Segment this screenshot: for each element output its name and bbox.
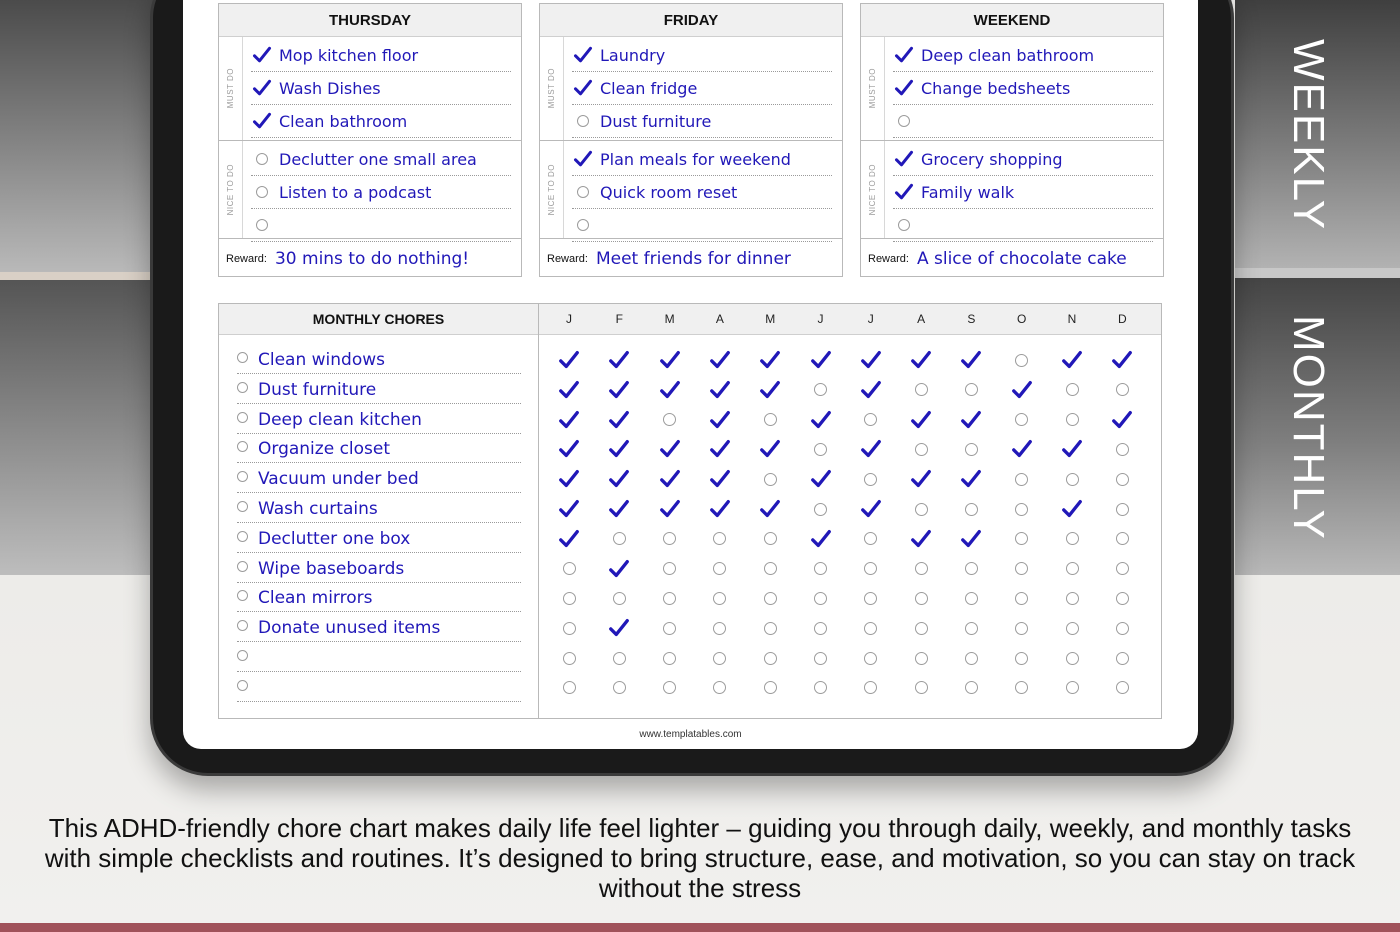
empty-checkbox-icon[interactable] [809,497,833,521]
empty-checkbox-icon[interactable] [909,378,933,402]
month-label: O [1017,312,1027,326]
chore-item[interactable] [237,612,521,642]
empty-checkbox-icon[interactable] [758,646,782,670]
empty-checkbox-icon[interactable] [1060,586,1084,610]
empty-checkbox-icon[interactable] [909,586,933,610]
chore-label: Wash curtains [258,499,378,519]
month-label: S [967,312,976,326]
checkmark-icon[interactable] [1060,437,1084,461]
nice-to-do-section [861,141,1163,239]
background-strip-left [0,272,155,280]
task-label: Clean fridge [600,78,698,98]
empty-checkbox-icon[interactable] [251,186,273,198]
empty-checkbox-icon[interactable] [237,650,248,661]
empty-checkbox-icon[interactable] [708,527,732,551]
side-label-weekly: WEEKLY [1284,38,1333,232]
checkmark-icon[interactable] [959,527,983,551]
month-label: J [867,312,874,326]
empty-checkbox-icon[interactable] [959,497,983,521]
day-title: THURSDAY [219,4,521,37]
empty-checkbox-icon[interactable] [893,115,915,127]
day-card-thursday [218,3,522,277]
month-label: M [765,312,776,326]
checkmark-icon[interactable] [708,467,732,491]
checkmark-icon[interactable] [658,348,682,372]
checkmark-icon[interactable] [1010,437,1034,461]
empty-checkbox-icon[interactable] [1110,646,1134,670]
empty-checkbox-icon[interactable] [237,471,248,482]
empty-checkbox-icon[interactable] [959,437,983,461]
empty-checkbox-icon[interactable] [1110,497,1134,521]
empty-checkbox-icon[interactable] [809,557,833,581]
empty-checkbox-icon[interactable] [1110,437,1134,461]
empty-checkbox-icon[interactable] [658,527,682,551]
task-item[interactable] [251,39,511,72]
reward-label: Reward: [868,252,909,265]
checkmark-icon[interactable] [909,527,933,551]
checkmark-icon[interactable] [251,111,273,131]
empty-checkbox-icon[interactable] [758,408,782,432]
checkmark-icon[interactable] [607,616,631,640]
task-label: Wash Dishes [279,78,381,98]
task-label: Clean bathroom [279,111,408,131]
checkmark-icon[interactable] [607,497,631,521]
chore-item[interactable] [237,404,521,434]
must-do-section [540,37,842,141]
empty-checkbox-icon[interactable] [1110,467,1134,491]
empty-checkbox-icon[interactable] [658,557,682,581]
reward-row [861,241,1163,276]
checkmark-icon[interactable] [809,348,833,372]
empty-checkbox-icon[interactable] [959,586,983,610]
empty-checkbox-icon[interactable] [557,557,581,581]
month-label: A [917,312,926,326]
checkmark-icon[interactable] [708,348,732,372]
empty-checkbox-icon[interactable] [1060,467,1084,491]
task-label: Dust furniture [600,111,712,131]
checkmark-icon[interactable] [959,408,983,432]
empty-checkbox-icon[interactable] [572,115,594,127]
checkmark-icon[interactable] [909,408,933,432]
empty-checkbox-icon[interactable] [237,620,248,631]
empty-checkbox-icon[interactable] [1060,557,1084,581]
checkmark-icon[interactable] [1060,348,1084,372]
empty-checkbox-icon[interactable] [809,437,833,461]
checkmark-icon[interactable] [1110,348,1134,372]
month-label: M [664,312,675,326]
empty-checkbox-icon[interactable] [237,561,248,572]
nice-to-do-label: NICE TO DO [219,141,243,238]
checkmark-icon[interactable] [572,78,594,98]
checkmark-icon[interactable] [607,467,631,491]
day-title: FRIDAY [540,4,842,37]
reward-text[interactable]: A slice of chocolate cake [916,248,1127,269]
checkmark-icon[interactable] [658,467,682,491]
empty-checkbox-icon[interactable] [859,467,883,491]
empty-checkbox-icon[interactable] [1010,527,1034,551]
nice-to-do-label: NICE TO DO [861,141,885,238]
monthly-title: MONTHLY CHORES [312,311,445,327]
empty-checkbox-icon[interactable] [959,557,983,581]
task-item[interactable] [572,39,832,72]
empty-checkbox-icon[interactable] [607,586,631,610]
chore-item[interactable] [237,672,521,702]
checkmark-icon[interactable] [909,348,933,372]
empty-checkbox-icon[interactable] [1110,378,1134,402]
task-label: Plan meals for weekend [600,149,791,169]
checkmark-icon[interactable] [893,78,915,98]
empty-checkbox-icon[interactable] [1110,586,1134,610]
chore-label: Deep clean kitchen [258,409,422,430]
task-item[interactable] [893,176,1153,209]
background-strip-right [1235,268,1400,278]
task-item[interactable] [572,72,832,105]
monthly-grid [539,304,1161,718]
empty-checkbox-icon[interactable] [708,676,732,700]
bottom-accent-bar [0,923,1400,932]
chore-item[interactable] [237,344,521,374]
empty-checkbox-icon[interactable] [1010,408,1034,432]
checkmark-icon[interactable] [557,497,581,521]
website-footer[interactable]: www.templatables.com [639,729,742,740]
task-item[interactable] [572,143,832,176]
task-item[interactable] [893,209,1153,242]
task-label: Grocery shopping [921,149,1063,169]
checkmark-icon[interactable] [758,497,782,521]
side-label-monthly: MONTHLY [1284,315,1333,541]
empty-checkbox-icon[interactable] [893,219,915,231]
nice-to-do-label: NICE TO DO [540,141,564,238]
reward-row [540,241,842,276]
month-label: N [1067,312,1077,326]
reward-label: Reward: [547,252,588,265]
empty-checkbox-icon[interactable] [1110,676,1134,700]
empty-checkbox-icon[interactable] [758,586,782,610]
checkmark-icon[interactable] [1060,497,1084,521]
empty-checkbox-icon[interactable] [237,680,248,691]
chore-item[interactable] [237,582,521,612]
background-photo-left-top [0,0,155,272]
empty-checkbox-icon[interactable] [809,676,833,700]
empty-checkbox-icon[interactable] [959,378,983,402]
checkmark-icon[interactable] [758,378,782,402]
checkmark-icon[interactable] [658,497,682,521]
empty-checkbox-icon[interactable] [658,408,682,432]
empty-checkbox-icon[interactable] [909,557,933,581]
day-card-friday [539,3,843,277]
empty-checkbox-icon[interactable] [909,676,933,700]
task-label: Change bedsheets [921,78,1071,98]
empty-checkbox-icon[interactable] [1110,527,1134,551]
chore-label: Organize closet [258,439,391,460]
checkmark-icon[interactable] [557,408,581,432]
task-label: Declutter one small area [279,149,477,169]
must-do-label: MUST DO [540,37,564,140]
checkmark-icon[interactable] [809,527,833,551]
checkmark-icon[interactable] [859,437,883,461]
empty-checkbox-icon[interactable] [1060,616,1084,640]
empty-checkbox-icon[interactable] [1010,586,1034,610]
chore-item[interactable] [237,374,521,404]
chore-label: Clean windows [258,350,386,370]
checkmark-icon[interactable] [809,408,833,432]
checkmark-icon[interactable] [607,557,631,581]
empty-checkbox-icon[interactable] [809,616,833,640]
task-item[interactable] [572,209,832,242]
task-label: Quick room reset [600,182,738,202]
checkmark-icon[interactable] [909,467,933,491]
empty-checkbox-icon[interactable] [758,616,782,640]
empty-checkbox-icon[interactable] [607,646,631,670]
empty-checkbox-icon[interactable] [658,586,682,610]
checkmark-icon[interactable] [557,527,581,551]
reward-row [219,241,521,276]
empty-checkbox-icon[interactable] [557,616,581,640]
chore-item[interactable] [237,463,521,493]
empty-checkbox-icon[interactable] [1010,646,1034,670]
empty-checkbox-icon[interactable] [708,646,732,670]
checkmark-icon[interactable] [658,378,682,402]
empty-checkbox-icon[interactable] [237,382,248,393]
must-do-section [219,37,521,141]
empty-checkbox-icon[interactable] [607,527,631,551]
empty-checkbox-icon[interactable] [607,676,631,700]
chore-label: Clean mirrors [258,588,373,609]
month-label: J [566,312,572,326]
empty-checkbox-icon[interactable] [1060,527,1084,551]
empty-checkbox-icon[interactable] [1060,676,1084,700]
reward-label: Reward: [226,252,267,265]
empty-checkbox-icon[interactable] [658,646,682,670]
empty-checkbox-icon[interactable] [237,590,248,601]
checkmark-icon[interactable] [758,437,782,461]
chore-label: Vacuum under bed [258,469,419,490]
empty-checkbox-icon[interactable] [959,676,983,700]
chore-item[interactable] [237,553,521,583]
task-label: Listen to a podcast [279,182,432,202]
empty-checkbox-icon[interactable] [1010,676,1034,700]
empty-checkbox-icon[interactable] [809,378,833,402]
empty-checkbox-icon[interactable] [809,586,833,610]
monthly-chores-table [218,303,1162,719]
empty-checkbox-icon[interactable] [1060,646,1084,670]
checkmark-icon[interactable] [959,348,983,372]
empty-checkbox-icon[interactable] [758,676,782,700]
promo-caption: This ADHD-friendly chore chart makes daily life feel lighter – guiding you through daily, weekly, and monthly tasks with simple checklists and routines. It’s designed to bring structure, ease, and motivation, so you can stay on track without the stress [44,813,1356,903]
chore-item[interactable] [237,523,521,553]
empty-checkbox-icon[interactable] [859,676,883,700]
empty-checkbox-icon[interactable] [237,531,248,542]
must-do-label: MUST DO [219,37,243,140]
checkmark-icon[interactable] [708,378,732,402]
empty-checkbox-icon[interactable] [1060,378,1084,402]
chore-label: Donate unused items [258,618,441,639]
empty-checkbox-icon[interactable] [572,219,594,231]
nice-to-do-section [540,141,842,239]
empty-checkbox-icon[interactable] [1110,557,1134,581]
empty-checkbox-icon[interactable] [708,557,732,581]
empty-checkbox-icon[interactable] [237,501,248,512]
must-do-section [861,37,1163,141]
empty-checkbox-icon[interactable] [959,646,983,670]
task-item[interactable] [251,143,511,176]
empty-checkbox-icon[interactable] [557,646,581,670]
task-item[interactable] [893,72,1153,105]
chore-label: Wipe baseboards [258,558,405,579]
empty-checkbox-icon[interactable] [909,646,933,670]
empty-checkbox-icon[interactable] [237,352,248,363]
empty-checkbox-icon[interactable] [658,676,682,700]
day-title: WEEKEND [861,4,1163,37]
checkmark-icon[interactable] [859,348,883,372]
empty-checkbox-icon[interactable] [1010,348,1034,372]
checkmark-icon[interactable] [557,467,581,491]
empty-checkbox-icon[interactable] [959,616,983,640]
chore-label: Declutter one box [258,528,411,549]
empty-checkbox-icon[interactable] [909,437,933,461]
empty-checkbox-icon[interactable] [859,408,883,432]
empty-checkbox-icon[interactable] [909,616,933,640]
checkmark-icon[interactable] [893,182,915,202]
checkmark-icon[interactable] [607,348,631,372]
checkmark-icon[interactable] [251,45,273,65]
task-item[interactable] [572,105,832,138]
checkmark-icon[interactable] [607,408,631,432]
checkmark-icon[interactable] [758,348,782,372]
background-photo-left-mid [0,280,155,575]
empty-checkbox-icon[interactable] [859,586,883,610]
empty-checkbox-icon[interactable] [859,646,883,670]
chore-item[interactable] [237,493,521,523]
empty-checkbox-icon[interactable] [572,186,594,198]
checkmark-icon[interactable] [1110,408,1134,432]
empty-checkbox-icon[interactable] [758,467,782,491]
empty-checkbox-icon[interactable] [237,441,248,452]
empty-checkbox-icon[interactable] [909,497,933,521]
empty-checkbox-icon[interactable] [251,153,273,165]
month-label: D [1117,312,1127,326]
task-item[interactable] [251,105,511,138]
chore-label: Dust furniture [258,379,377,400]
checkmark-icon[interactable] [708,437,732,461]
checkmark-icon[interactable] [708,408,732,432]
empty-checkbox-icon[interactable] [859,527,883,551]
chore-item[interactable] [237,642,521,672]
empty-checkbox-icon[interactable] [1060,408,1084,432]
month-label: F [615,312,623,326]
empty-checkbox-icon[interactable] [1010,616,1034,640]
tablet-screen [183,0,1198,749]
empty-checkbox-icon[interactable] [1110,616,1134,640]
month-label: A [715,312,724,326]
empty-checkbox-icon[interactable] [859,557,883,581]
task-item[interactable] [893,143,1153,176]
checkmark-icon[interactable] [893,149,915,169]
nice-to-do-section [219,141,521,239]
checkmark-icon[interactable] [1010,378,1034,402]
task-label: Laundry [600,45,666,65]
empty-checkbox-icon[interactable] [1010,557,1034,581]
empty-checkbox-icon[interactable] [1010,467,1034,491]
day-card-weekend [860,3,1164,277]
empty-checkbox-icon[interactable] [658,616,682,640]
empty-checkbox-icon[interactable] [1010,497,1034,521]
task-item[interactable] [893,39,1153,72]
checkmark-icon[interactable] [557,378,581,402]
chore-item[interactable] [237,433,521,463]
checkmark-icon[interactable] [859,378,883,402]
empty-checkbox-icon[interactable] [557,586,581,610]
empty-checkbox-icon[interactable] [758,557,782,581]
reward-text[interactable]: 30 mins to do nothing! [274,248,470,269]
checkmark-icon[interactable] [607,437,631,461]
reward-text[interactable]: Meet friends for dinner [595,248,791,269]
task-item[interactable] [251,209,511,242]
empty-checkbox-icon[interactable] [809,646,833,670]
task-label: Mop kitchen floor [279,45,419,65]
checkmark-icon[interactable] [607,378,631,402]
task-label: Family walk [921,182,1015,202]
empty-checkbox-icon[interactable] [708,616,732,640]
empty-checkbox-icon[interactable] [251,219,273,231]
task-item[interactable] [251,176,511,209]
month-label: J [817,312,824,326]
task-label: Deep clean bathroom [921,45,1095,65]
checkmark-icon[interactable] [859,497,883,521]
must-do-label: MUST DO [861,37,885,140]
empty-checkbox-icon[interactable] [758,527,782,551]
checkmark-icon[interactable] [959,467,983,491]
empty-checkbox-icon[interactable] [859,616,883,640]
month-header-row [539,304,1161,335]
checkmark-icon[interactable] [251,78,273,98]
task-item[interactable] [572,176,832,209]
checkmark-icon[interactable] [572,149,594,169]
monthly-chore-list [219,304,539,718]
checkmark-icon[interactable] [809,467,833,491]
checkmark-icon[interactable] [572,45,594,65]
checkmark-icon[interactable] [557,348,581,372]
empty-checkbox-icon[interactable] [708,586,732,610]
checkmark-icon[interactable] [658,437,682,461]
checkmark-icon[interactable] [557,437,581,461]
empty-checkbox-icon[interactable] [557,676,581,700]
empty-checkbox-icon[interactable] [237,412,248,423]
checkmark-icon[interactable] [708,497,732,521]
checkmark-icon[interactable] [893,45,915,65]
task-item[interactable] [893,105,1153,138]
task-item[interactable] [251,72,511,105]
